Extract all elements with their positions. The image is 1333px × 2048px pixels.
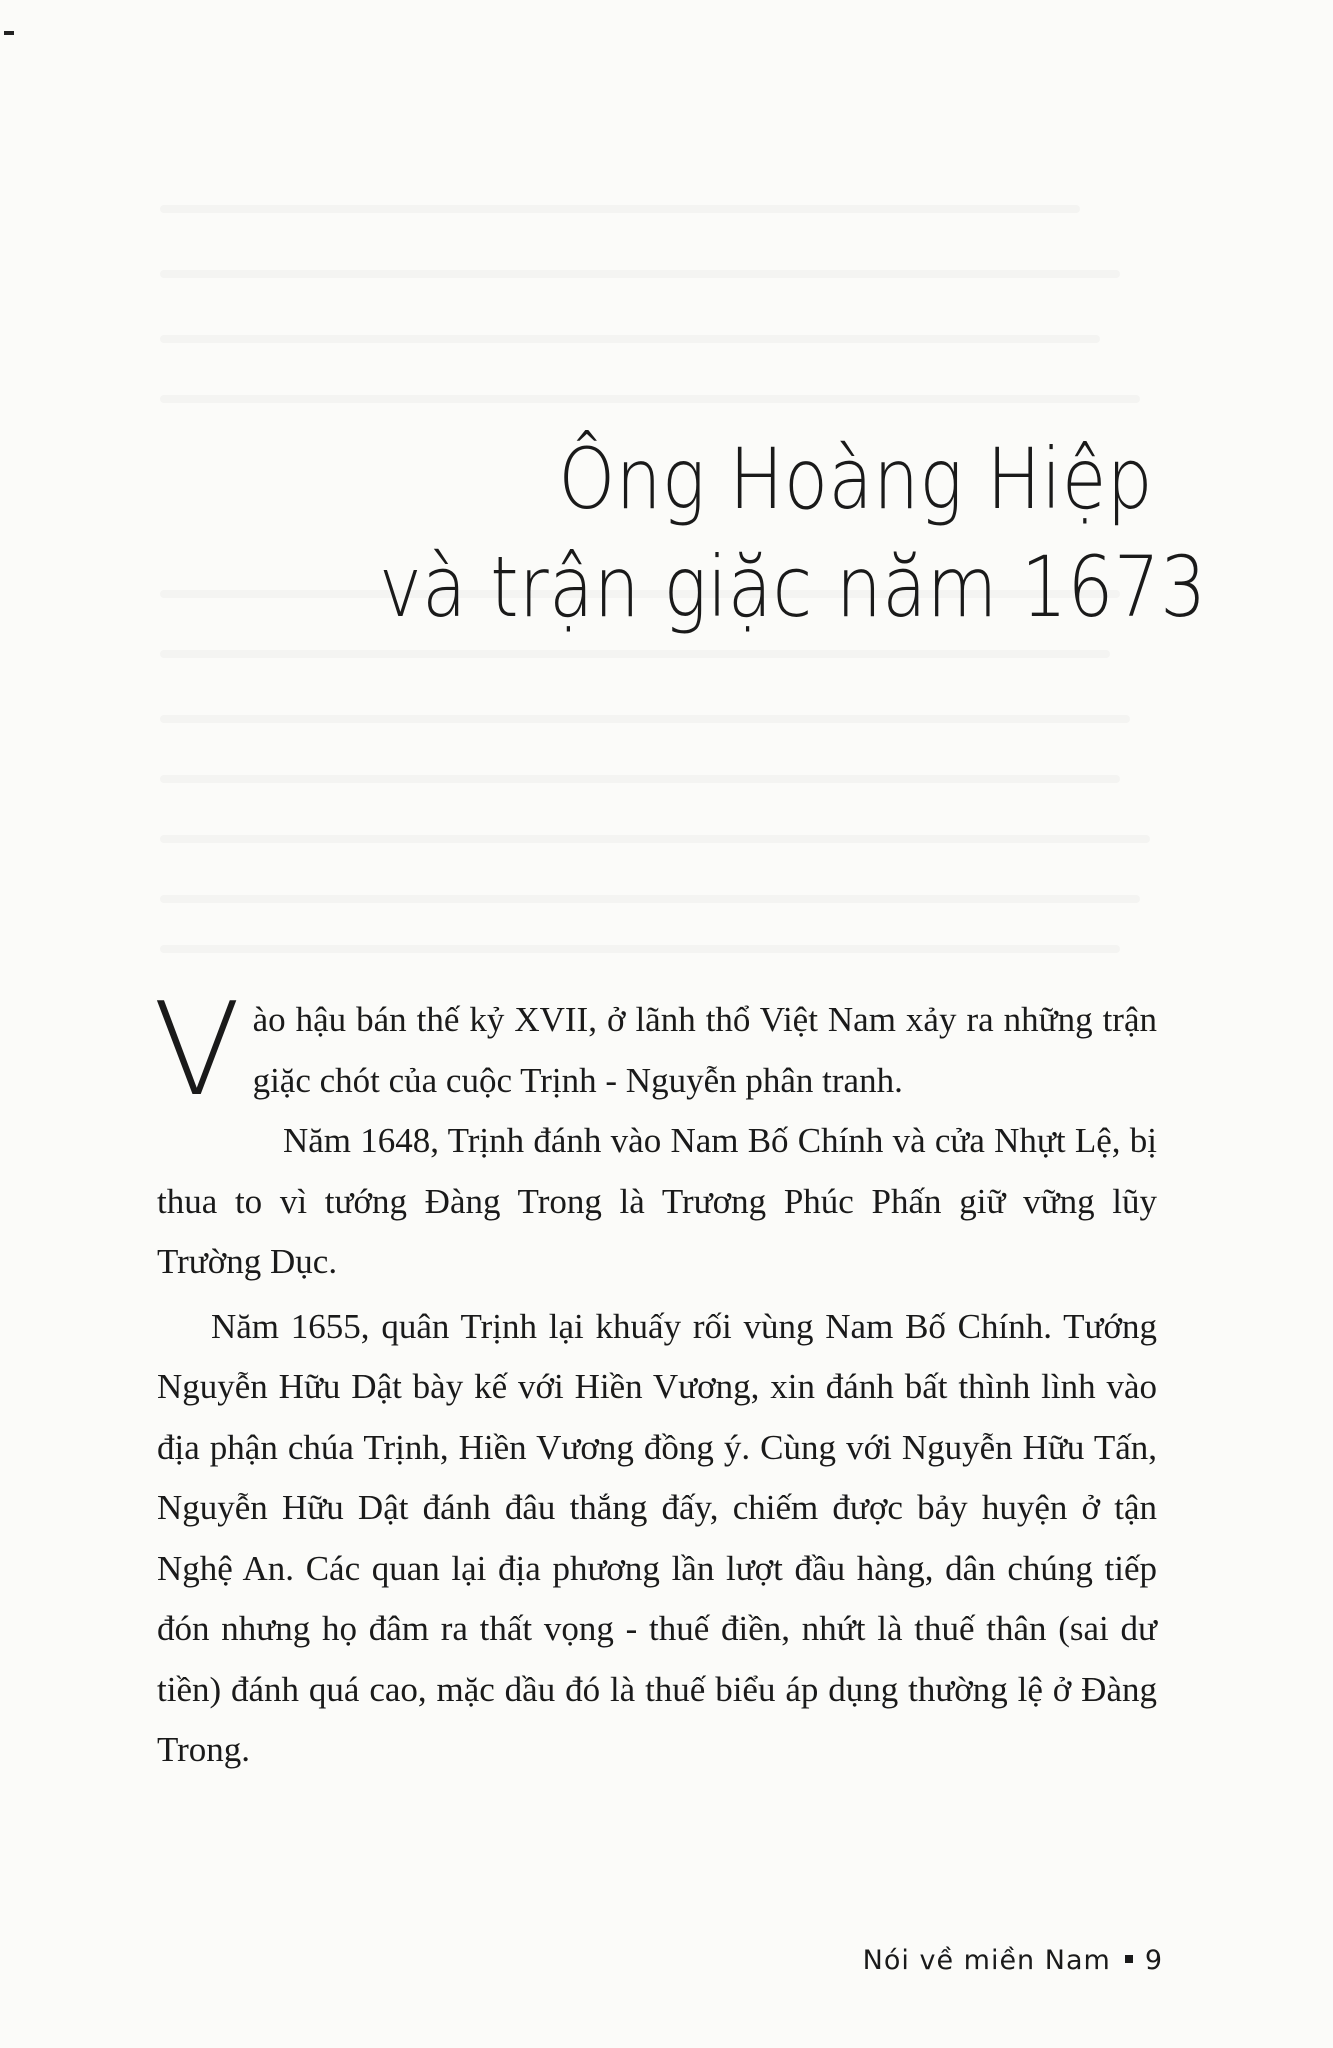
bleed-through-line	[160, 775, 1120, 783]
chapter-title-line-2: và trận giặc năm 1673	[379, 538, 1207, 636]
bleed-through-line	[160, 205, 1080, 213]
footer-bullet-icon	[1125, 1955, 1133, 1963]
chapter-body	[153, 976, 1157, 1781]
paragraph-3: Năm 1655, quân Trịnh lại khuấy rối vùng Nam Bố Chính. Tướng Nguyễn Hữu Dật bày kế với Hiền Vương, xin đánh bất thình lình vào địa phận chúa Trịnh, Hiền Vương đồng ý. Cùng với Nguyễn Hữu Tấn, Nguyễn Hữu Dật đánh đâu thắng đấy, chiếm được bảy huyện ở tận Nghệ An. Các quan lại địa phương lần lượt đầu hàng, dân chúng tiếp đón nhưng họ đâm ra thất vọng - thuế điền, nhứt là thuế thân (sai dư tiền) đánh quá cao, mặc dầu đó là thuế biểu áp dụng thường lệ ở Đàng Trong.	[157, 1306, 1157, 1769]
scan-corner-mark	[4, 31, 14, 35]
footer-book-title: Nói về miền Nam	[862, 1945, 1111, 1976]
bleed-through-line	[160, 650, 1110, 658]
bleed-through-line	[160, 335, 1100, 343]
paragraph-2: Năm 1648, Trịnh đánh vào Nam Bố Chính và cửa Nhựt Lệ, bị thua to vì tướng Đàng Trong là Trương Phúc Phấn giữ vững lũy Trường Dục.	[157, 1121, 1157, 1281]
bleed-through-line	[160, 270, 1120, 278]
bleed-through-line	[160, 895, 1140, 903]
paragraph-1	[153, 976, 1157, 1125]
page-number: 9	[1144, 1945, 1163, 1976]
paragraph-1-text: ào hậu bán thế kỷ XVII, ở lãnh thổ Việt Nam xảy ra những trận giặc chót của cuộc Trịnh - Nguyễn phân tranh.	[252, 1000, 1157, 1100]
bleed-through-line	[160, 395, 1140, 403]
chapter-title-line-1: Ông Hoàng Hiệp	[558, 430, 1153, 528]
chapter-title	[379, 425, 1207, 641]
bleed-through-line	[160, 835, 1150, 843]
bleed-through-line	[160, 715, 1130, 723]
running-footer	[863, 1945, 1163, 1976]
drop-cap: V	[153, 976, 241, 1125]
bleed-through-line	[160, 945, 1120, 953]
